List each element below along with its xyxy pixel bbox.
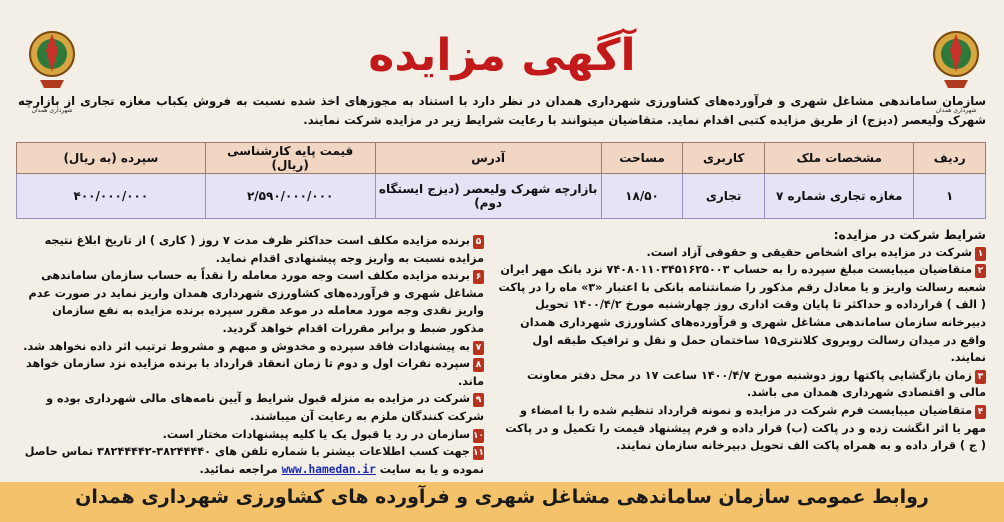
- condition-item: [16, 426, 484, 444]
- website-link[interactable]: www.hamedan.ir: [281, 462, 376, 476]
- page-title: آگهی مزایده: [368, 30, 636, 81]
- table-cell: تجاری: [683, 174, 765, 219]
- condition-text: سازمان در رد یا قبول یک یا کلیه پیشنهادات مختار است.: [162, 427, 470, 441]
- condition-number: ۱: [975, 247, 986, 261]
- condition-item: [16, 355, 484, 390]
- conditions-title: شرایط شرکت در مزایده:: [833, 227, 986, 242]
- table-header-row: [17, 143, 986, 174]
- table-cell: ۴۰۰/۰۰۰/۰۰۰: [17, 174, 206, 219]
- conditions-section: [16, 226, 986, 474]
- table-cell: بازارچه شهرک ولیعصر (دیزج ایستگاه دوم): [375, 174, 601, 219]
- condition-text: جهت کسب اطلاعات بیشتر با شماره تلفن های ۳۸۲۴۴۴۴۰-۳۸۲۴۴۴۴۲ تماس حاصل نموده و یا به سایت: [24, 445, 484, 476]
- logo-caption: شهرداری همدان: [935, 107, 977, 114]
- condition-text: سپرده نفرات اول و دوم تا زمان انعقاد قرارداد با برنده مزایده نزد سازمان خواهد ماند.: [26, 357, 484, 388]
- table-cell: ۱۸/۵۰: [601, 174, 683, 219]
- condition-number: ۶: [473, 270, 484, 284]
- condition-number: ۳: [975, 370, 986, 384]
- intro-paragraph: سازمان ساماندهی مشاغل شهری و فرآورده‌های کشاورزی شهرداری همدان در نظر دارد با استناد به مجوزهای اخذ شده نسبت به فروش یکباب مغازه تجاری از بازارچه شهرک ولیعصر (دیزج) از طریق مزایده کتبی اقدام نماید. متقاضیان میتوانند با رعایت شرایط زیر در مزایده شرکت نمایند.: [18, 94, 986, 127]
- condition-number: ۲: [975, 264, 986, 278]
- condition-item: [16, 232, 484, 267]
- table-cell: ۱: [914, 174, 986, 219]
- condition-item: [16, 390, 484, 425]
- condition-text: برنده مزایده مکلف است وجه مورد معامله را نقداً به حساب سازمان ساماندهی مشاغل شهری و فرآورده‌های کشاورزی شهرداری همدان واریز نماید در صورت عدم واریز نقدی وجه مورد معامله در موعد مقرر سپرده برنده مزایده به نفع سازمان مذکور ضبط و برابر مقررات اقدام خواهد گردید.: [28, 269, 484, 335]
- condition-number: ۱۰: [473, 430, 484, 441]
- condition-item: [498, 402, 986, 455]
- column-header: قیمت پایه کارشناسی (ریال): [205, 143, 375, 174]
- condition-item: [16, 443, 484, 478]
- conditions-right-column: [498, 226, 986, 455]
- condition-text: شرکت در مزایده برای اشخاص حقیقی و حقوقی آزاد است.: [646, 245, 972, 259]
- condition-text: به پیشنهادات فاقد سپرده و مخدوش و مبهم و مشروط ترتیب اثر داده نخواهد شد.: [23, 339, 470, 353]
- condition-item: [498, 261, 986, 367]
- condition-number: ۵: [473, 235, 484, 249]
- column-header: مساحت: [601, 143, 683, 174]
- condition-item: [498, 367, 986, 402]
- condition-number: ۴: [975, 405, 986, 419]
- table-row: [17, 174, 986, 219]
- condition-text: شرکت در مزایده به منزله قبول شرایط و آیین نامه‌های مالی شهرداری بوده و شرکت کنندگان ملزم به رعایت آن میباشند.: [46, 392, 484, 423]
- column-header: سپرده (به ریال): [17, 143, 206, 174]
- condition-number: ۹: [473, 393, 484, 407]
- condition-item: [16, 267, 484, 337]
- property-table: [16, 142, 986, 219]
- column-header: کاربری: [683, 143, 765, 174]
- table-cell: ۲/۵۹۰/۰۰۰/۰۰۰: [205, 174, 375, 219]
- condition-number: ۸: [473, 358, 484, 372]
- condition-text: زمان بازگشایی پاکتها روز دوشنبه مورخ ۱۴۰۰/۴/۷ ساعت ۱۷ در محل دفتر معاونت مالی و اقتصادی شهرداری همدان می باشد.: [527, 368, 986, 400]
- footer-text: روابط عمومی سازمان ساماندهی مشاغل شهری و فرآورده های کشاورزی شهرداری همدان: [75, 486, 929, 508]
- column-header: ردیف: [914, 143, 986, 174]
- conditions-left-column: [16, 232, 484, 478]
- table-cell: مغازه تجاری شماره ۷: [764, 174, 914, 219]
- condition-number: ۷: [473, 341, 484, 355]
- condition-text: برنده مزایده مکلف است حداکثر ظرف مدت ۷ روز ( کاری ) از تاریخ ابلاغ نتیجه مزایده نسبت به واریز وجه پیشنهادی اقدام نماید.: [44, 234, 484, 265]
- condition-item: [498, 244, 986, 262]
- condition-number: ۱۱: [473, 448, 484, 459]
- column-header: آدرس: [375, 143, 601, 174]
- condition-text: متقاضیان میبایست فرم شرکت در مزایده و نمونه قرارداد تنظیم شده را با امضاء و مهر یا اثر انگشت زده و در پاکت (ب) قرار داده و فرم پیشنهاد قیمت را تکمیل و در پاکت ( ج ) قرار داده و به همراه پاکت الف تحویل دبیرخانه سازمان نمایند.: [505, 403, 986, 453]
- footer-banner: [0, 482, 1004, 522]
- website-suffix: مراجعه نمائید.: [199, 462, 278, 476]
- condition-text: متقاضیان میبایست مبلغ سپرده را به حساب ۷۴۰۸۰۱۱۰۳۴۵۱۶۲۵۰۰۳ نزد بانک مهر ایران شعبه رسالت واریز و یا معادل رقم مذکور را ضمانتنامه بانکی با اعتبار «۳» ماه را در پاکت ( الف ) قرارداده و حداکثر تا پایان وقت اداری روز چهارشنبه مورخ ۱۴۰۰/۴/۲ تحویل دبیرخانه سازمان ساماندهی مشاغل شهری و فرآورده‌های کشاورزی شهرداری همدان واقع در میدان رسالت روبروی کلانتری۱۵ ساختمان حمل و نقل و ترافیک طبقه اول نمایند.: [498, 263, 986, 365]
- logo-caption: شهرداری همدان: [31, 107, 73, 114]
- condition-item: [16, 338, 484, 356]
- column-header: مشخصات ملک: [764, 143, 914, 174]
